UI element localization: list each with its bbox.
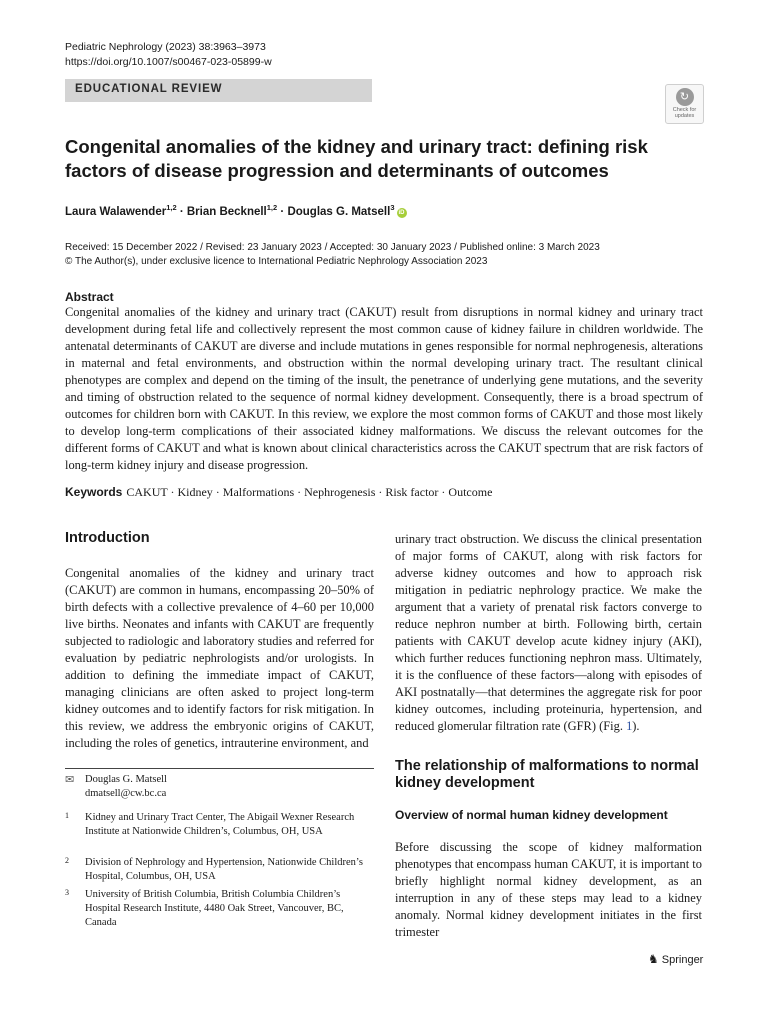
- section-heading: The relationship of malformations to normal kidney development: [395, 758, 699, 791]
- article-type-banner: [65, 79, 372, 102]
- author-separator: ·: [277, 205, 288, 218]
- affiliation-text: Kidney and Urinary Tract Center, The Abigail Wexner Research Institute at Nationwide Children’s, Columbus, OH, USA: [85, 812, 355, 837]
- footnote-divider: [65, 768, 374, 769]
- introduction-heading: Introduction: [65, 530, 150, 546]
- author-separator: ·: [176, 205, 187, 218]
- author-affiliation-ref: 1,2: [166, 203, 177, 212]
- author-name[interactable]: Douglas G. Matsell: [287, 205, 391, 218]
- affiliation-number: 1: [65, 811, 69, 820]
- keywords: [65, 485, 492, 500]
- keywords-label: Keywords: [65, 485, 123, 499]
- author-affiliation-ref: 3: [390, 203, 395, 212]
- abstract-heading: Abstract: [65, 290, 114, 304]
- check-updates-label: Check for updates: [672, 107, 697, 119]
- corresponding-author-name: Douglas G. Matsell: [85, 774, 167, 785]
- journal-citation: Pediatric Nephrology (2023) 38:3963–3973: [65, 41, 266, 53]
- author-name[interactable]: Laura Walawender: [65, 205, 167, 218]
- abstract-text: Congenital anomalies of the kidney and urinary tract (CAKUT) result from disruptions in normal kidney and urinary tract development during fetal life and collectively represent the most common cause of kidney failure in children worldwide. The antenatal determinants of CAKUT are diverse and include mutations in genes responsible for normal nephrogenesis, alterations in maternal and fetal environments, and obstruction within the normal developing urinary tract. The resultant clinical phenotypes are complex and depend on the timing of the insult, the penetrance of underlying gene mutations, and the severity and timing of obstruction related to the sequence of normal kidney development. Consequently, there is a broad spectrum of outcomes for children born with CAKUT. In this review, we explore the most common forms of CAKUT and those most likely to develop long-term complications of their associated kidney malformations. We discuss the relevant outcomes for the different forms of CAKUT and what is known about clinical characteristics across the CAKUT spectrum that are risk factors of long-term kidney injury and disease progression.: [65, 305, 703, 472]
- article-type-label: EDUCATIONAL REVIEW: [75, 83, 223, 95]
- affiliation-number: 3: [65, 888, 69, 897]
- affiliation: [65, 888, 365, 930]
- corresponding-author-email[interactable]: dmatsell@cw.bc.ca: [85, 788, 167, 799]
- affiliation-text: University of British Columbia, British Columbia Children’s Hospital Research Institute, 4480 Oak Street, Vancouver, BC, Canada: [85, 889, 344, 928]
- introduction-paragraph-continued: urinary tract obstruction. We discuss the clinical presentation of major forms of CAKUT, along with risk factors for adverse kidney outcomes and how to approach risk mitigation in pediatric nephrology practice. We make the argument that a variety of prenatal risk factors converge to reduce nephron number at birth. Following birth, certain patients with CAKUT develop acute kidney injury (AKI), which further reduces functioning nephron mass. Ultimately, it is the confluence of these factors—along with episodes of AKI postnatally—that determines the aggregate risk for poor kidney outcomes, including proteinuria, hypertension, and reduced glomerular filtration rate (GFR) (Fig. 1).: [395, 532, 702, 733]
- section-paragraph: Before discussing the scope of kidney malformation phenotypes that encompass human CAKUT, it is important to briefly highlight normal kidney development, as an interruption in any of these steps may lead to a kidney anomaly. Normal kidney development initiates in the first trimester: [395, 840, 702, 939]
- subsection-heading: Overview of normal human kidney development: [395, 808, 668, 822]
- check-updates-badge-icon: ↻: [676, 88, 694, 106]
- affiliation: [65, 811, 365, 839]
- keywords-list: CAKUT · Kidney · Malformations · Nephrogenesis · Risk factor · Outcome: [126, 485, 493, 499]
- check-for-updates-icon[interactable]: [665, 84, 704, 124]
- article-title: Congenital anomalies of the kidney and urinary tract: defining risk factors of disease progression and determinants of outcomes: [65, 136, 648, 181]
- publisher-footer: [648, 952, 703, 966]
- springer-horse-icon: ♞: [648, 952, 659, 966]
- doi-link[interactable]: https://doi.org/10.1007/s00467-023-05899-w: [65, 56, 272, 68]
- journal-header: [65, 40, 272, 70]
- publication-dates: Received: 15 December 2022 / Revised: 23 January 2023 / Accepted: 30 January 2023 / Published online: 3 March 2023: [65, 242, 600, 253]
- affiliation-text: Division of Nephrology and Hypertension, Nationwide Children’s Hospital, Columbus, OH, USA: [85, 857, 363, 882]
- affiliation: [65, 856, 365, 884]
- affiliation-number: 2: [65, 856, 69, 865]
- introduction-paragraph: Congenital anomalies of the kidney and urinary tract (CAKUT) are common in humans, encompassing 20–50% of birth defects with a collective prevalence of 4–60 per 10,000 live births. Neonates and infants with CAKUT are frequently subjected to radiologic and laboratory studies and referred for evaluation by pediatric nephrologists and/or urologists. In addition to defining the immediate impact of CAKUT, managing clinicians are often asked to project long-term kidney outcomes and to identify factors for risk mitigation. In this review, we address the embryonic origins of CAKUT, including the roles of genetics, intrauterine environment, and: [65, 566, 374, 750]
- author-name[interactable]: Brian Becknell: [186, 205, 267, 218]
- copyright-notice: © The Author(s), under exclusive licence to International Pediatric Nephrology Association 2023: [65, 256, 488, 267]
- article-history: [65, 241, 600, 269]
- author-affiliation-ref: 1,2: [266, 203, 278, 212]
- envelope-icon: ✉: [65, 774, 75, 786]
- author-list: [65, 203, 407, 218]
- publisher-name: Springer: [661, 954, 704, 966]
- figure-link[interactable]: 1: [626, 719, 633, 733]
- orcid-icon[interactable]: iD: [398, 209, 405, 216]
